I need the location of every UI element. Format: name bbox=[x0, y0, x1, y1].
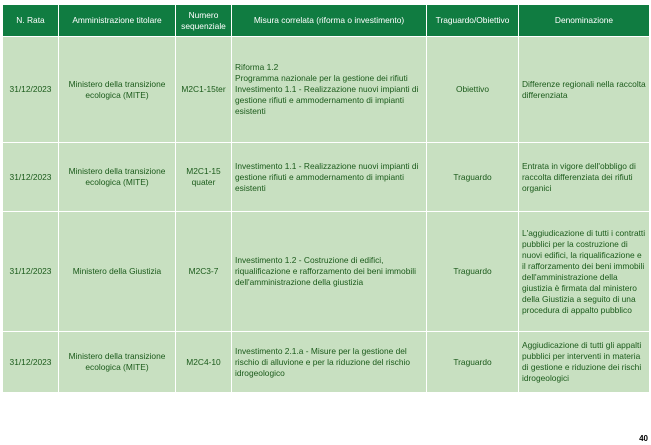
header-tipo: Traguardo/Obiettivo bbox=[427, 5, 519, 37]
page-number: 40 bbox=[639, 434, 648, 443]
misura-cell bbox=[232, 143, 427, 212]
header-misura: Misura correlata (riforma o investimento) bbox=[232, 5, 427, 37]
amministrazione-cell: Ministero della transizione ecologica (MITE) bbox=[59, 143, 176, 212]
tipo-cell: Obiettivo bbox=[427, 37, 519, 143]
tipo-cell: Traguardo bbox=[427, 212, 519, 332]
denominazione-cell: Differenze regionali nella raccolta differenziata bbox=[519, 37, 650, 143]
numero-cell: M2C3-7 bbox=[176, 212, 232, 332]
table-row bbox=[3, 212, 650, 332]
numero-cell: M2C1-15 quater bbox=[176, 143, 232, 212]
misura-line: Investimento 1.2 - Costruzione di edifici, riqualificazione e rafforzamento dei beni immobili dell'amministrazione della giustizia bbox=[235, 255, 416, 287]
tipo-cell: Traguardo bbox=[427, 332, 519, 393]
rata-cell: 31/12/2023 bbox=[3, 37, 59, 143]
misura-line: Programma nazionale per la gestione dei rifiuti bbox=[235, 73, 408, 83]
milestones-table bbox=[2, 4, 650, 393]
numero-cell: M2C4-10 bbox=[176, 332, 232, 393]
amministrazione-cell: Ministero della Giustizia bbox=[59, 212, 176, 332]
table-row bbox=[3, 143, 650, 212]
denominazione-cell: Aggiudicazione di tutti gli appalti pubblici per interventi in materia di gestione e riduzione dei rischi idrogeologici bbox=[519, 332, 650, 393]
denominazione-cell: L'aggiudicazione di tutti i contratti pubblici per la costruzione di nuovi edifici, la riqualificazione e il rafforzamento dei beni immobili dell'amministrazione della giustizia è firmata dal ministero della Giustizia a seguito di una procedura di appalto pubblico bbox=[519, 212, 650, 332]
header-amministrazione: Amministrazione titolare bbox=[59, 5, 176, 37]
header-denominazione: Denominazione bbox=[519, 5, 650, 37]
header-rata: N. Rata bbox=[3, 5, 59, 37]
header-numero: Numero sequenziale bbox=[176, 5, 232, 37]
table-row bbox=[3, 37, 650, 143]
rata-cell: 31/12/2023 bbox=[3, 212, 59, 332]
misura-cell bbox=[232, 37, 427, 143]
misura-line: Investimento 1.1 - Realizzazione nuovi impianti di gestione rifiuti e ammodernamento di impianti esistenti bbox=[235, 84, 419, 116]
misura-line: Riforma 1.2 bbox=[235, 62, 279, 72]
misura-cell bbox=[232, 212, 427, 332]
tipo-cell: Traguardo bbox=[427, 143, 519, 212]
denominazione-cell: Entrata in vigore dell'obbligo di raccolta differenziata dei rifiuti organici bbox=[519, 143, 650, 212]
misura-cell bbox=[232, 332, 427, 393]
rata-cell: 31/12/2023 bbox=[3, 143, 59, 212]
amministrazione-cell: Ministero della transizione ecologica (MITE) bbox=[59, 332, 176, 393]
header-row bbox=[3, 5, 650, 37]
misura-line: Investimento 2.1.a - Misure per la gestione del rischio di alluvione e per la riduzione del rischio idrogeologico bbox=[235, 345, 411, 378]
table-row bbox=[3, 332, 650, 393]
rata-cell: 31/12/2023 bbox=[3, 332, 59, 393]
numero-cell: M2C1-15ter bbox=[176, 37, 232, 143]
misura-line: Investimento 1.1 - Realizzazione nuovi impianti di gestione rifiuti e ammodernamento di impianti esistenti bbox=[235, 160, 419, 193]
amministrazione-cell: Ministero della transizione ecologica (MITE) bbox=[59, 37, 176, 143]
